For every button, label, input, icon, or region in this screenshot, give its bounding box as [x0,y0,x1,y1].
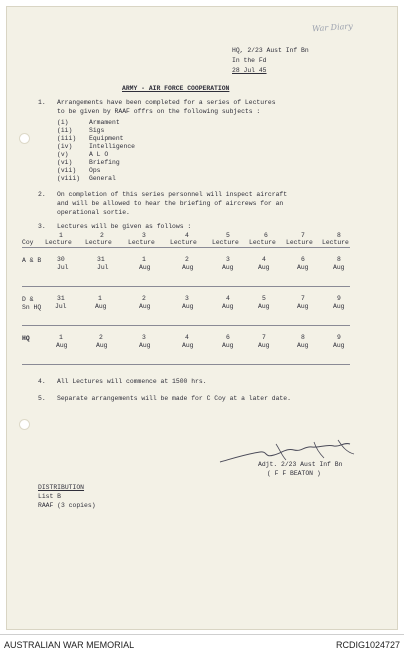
subject-text: Intelligence [89,143,136,150]
day-cell: 1 [98,295,102,302]
month-cell: Aug [222,303,234,310]
subject-num: (ii) [57,127,73,134]
month-cell: Aug [297,303,309,310]
lecture-number: 2 [100,232,104,239]
day-cell: 8 [337,256,341,263]
month-cell: Aug [56,342,68,349]
lecture-header: Lecture [322,239,349,246]
distribution-line2: RAAF (3 copies) [38,502,96,509]
day-cell: 30 [57,256,65,263]
para2-line2: and will be allowed to hear the briefing of aircrews for an [57,200,284,207]
document-title: ARMY - AIR FORCE COOPERATION [122,85,230,92]
month-cell: Aug [258,264,270,271]
lecture-header: Lecture [85,239,112,246]
para4-text: All Lectures will commence at 1500 hrs. [57,378,207,385]
day-cell: 9 [337,334,341,341]
para5-text: Separate arrangements will be made for C Coy at a later date. [57,395,291,402]
day-cell: 1 [59,334,63,341]
month-cell: Aug [333,342,345,349]
month-cell: Aug [139,264,151,271]
day-cell: 8 [301,334,305,341]
footer-institution: AUSTRALIAN WAR MEMORIAL [4,640,135,650]
day-cell: 6 [301,256,305,263]
month-cell: Jul [57,264,69,271]
month-cell: Aug [333,303,345,310]
month-cell: Aug [182,342,194,349]
subject-num: (vii) [57,167,77,174]
day-cell: 1 [142,256,146,263]
corner-note: War Diary [311,21,353,34]
month-cell: Aug [258,342,270,349]
lecture-header: Lecture [286,239,313,246]
month-cell: Aug [182,303,194,310]
subject-text: General [89,175,116,182]
month-cell: Aug [96,342,108,349]
coy-cell: HQ [22,335,30,342]
lecture-number: 4 [185,232,189,239]
day-cell: 7 [262,334,266,341]
month-cell: Jul [55,303,67,310]
day-cell: 31 [57,295,65,302]
signature-title: Adjt. 2/23 Aust Inf Bn [258,461,343,468]
day-cell: 31 [97,256,105,263]
lecture-number: 6 [264,232,268,239]
lecture-header: Lecture [249,239,276,246]
para1-line2: to be given by RAAF offrs on the following subjects : [57,108,261,115]
subject-text: Ops [89,167,101,174]
day-cell: 6 [226,334,230,341]
month-cell: Aug [297,342,309,349]
lecture-header: Lecture [212,239,239,246]
month-cell: Aug [333,264,345,271]
subject-num: (i) [57,119,69,126]
subject-num: (iv) [57,143,73,150]
day-cell: 4 [226,295,230,302]
lecture-number: 8 [337,232,341,239]
table-rule [22,364,350,365]
month-cell: Aug [222,264,234,271]
coy-header: Coy [22,239,34,246]
signature-name: ( F F BEATON ) [267,470,321,477]
footer-reference: RCDIG1024727 [335,640,400,650]
distribution-line1: List B [38,493,62,500]
para3-text: Lectures will be given as follows : [57,223,192,230]
header-location: In the Fd [232,57,267,64]
archive-footer [0,634,404,655]
subject-text: Armament [89,119,120,126]
day-cell: 7 [301,295,305,302]
lecture-number: 3 [142,232,146,239]
coy-cell: Sn HQ [22,304,42,311]
day-cell: 2 [142,295,146,302]
subject-num: (iii) [57,135,77,142]
month-cell: Aug [95,303,107,310]
day-cell: 3 [185,295,189,302]
para2-line3: operational sortie. [57,209,130,216]
month-cell: Aug [258,303,270,310]
para5-number: 5. [38,395,46,402]
header-date: 28 Jul 45 [232,67,267,74]
coy-cell: D & [22,296,34,303]
lecture-number: 1 [59,232,63,239]
punch-hole-top [19,133,30,144]
month-cell: Jul [97,264,109,271]
day-cell: 5 [262,295,266,302]
distribution-heading: DISTRIBUTION [38,484,85,491]
day-cell: 4 [185,334,189,341]
subject-num: (v) [57,151,69,158]
lecture-number: 5 [226,232,230,239]
table-rule [22,286,350,287]
month-cell: Aug [297,264,309,271]
day-cell: 2 [185,256,189,263]
para3-number: 3. [38,223,46,230]
subject-num: (viii) [57,175,81,182]
lecture-header: Lecture [170,239,197,246]
para2-number: 2. [38,191,46,198]
day-cell: 4 [262,256,266,263]
month-cell: Aug [139,342,151,349]
subject-num: (vi) [57,159,73,166]
lecture-number: 7 [301,232,305,239]
day-cell: 3 [142,334,146,341]
day-cell: 9 [337,295,341,302]
subject-text: Sigs [89,127,105,134]
table-rule [22,247,350,248]
para4-number: 4. [38,378,46,385]
para2-line1: On completion of this series personnel will inspect aircraft [57,191,288,198]
punch-hole-bottom [19,419,30,430]
month-cell: Aug [139,303,151,310]
day-cell: 2 [99,334,103,341]
para1-line1: Arrangements have been completed for a series of Lectures [57,99,276,106]
day-cell: 3 [226,256,230,263]
para1-number: 1. [38,99,46,106]
table-rule [22,325,350,326]
subject-text: A L O [89,151,109,158]
coy-cell: A & B [22,257,42,264]
month-cell: Aug [222,342,234,349]
header-from: HQ, 2/23 Aust Inf Bn [232,47,309,54]
lecture-header: Lecture [128,239,155,246]
subject-text: Equipment [89,135,124,142]
subject-text: Briefing [89,159,120,166]
lecture-header: Lecture [45,239,72,246]
month-cell: Aug [182,264,194,271]
